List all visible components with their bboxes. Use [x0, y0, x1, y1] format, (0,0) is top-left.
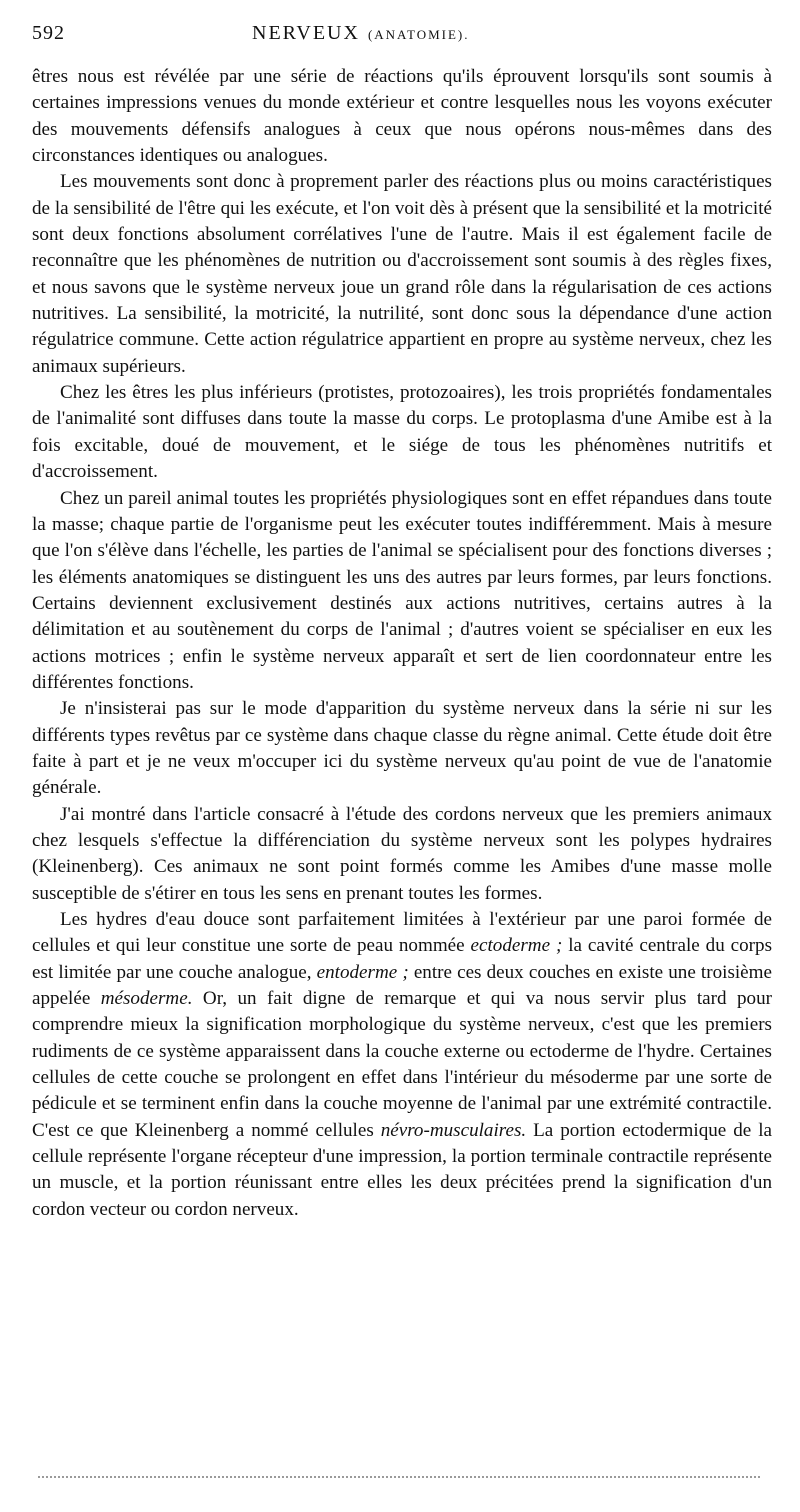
- paragraph: [32, 380, 772, 485]
- paragraph: [32, 907, 772, 1223]
- text-segment: entre ces deux couches en existe une troisième appelée: [32, 961, 772, 1010]
- book-page: [32, 22, 772, 1223]
- page-number: 592: [32, 22, 65, 44]
- paragraph: [32, 696, 772, 801]
- paragraph: [32, 802, 772, 907]
- text-segment: Chez les êtres les plus inférieurs (protistes, protozoaires), les trois propriétés fondamentales de l'animalité sont diffuses dans toute la masse du corps. Le protoplasma d'une Amibe est à la fois excitable, doué de mouvement, et le siége de tous les phénomènes nutritifs et d'accroissement.: [32, 382, 772, 483]
- body-text: [32, 64, 772, 1223]
- italic-term: ectoderme ;: [470, 935, 563, 957]
- paragraph: [32, 486, 772, 697]
- text-segment: êtres nous est révélée par une série de réactions qu'ils éprouvent lorsqu'ils sont soumis à certaines impressions venues du monde extérieur et contre lesquelles nous les voyons exécuter des mouvements défensifs analogues à ceux que nous opérons nous-mêmes dans des circonstances identiques ou analogues.: [32, 66, 772, 167]
- running-title: NERVEUX: [252, 22, 360, 44]
- page-header: [32, 22, 772, 52]
- text-segment: Les hydres d'eau douce sont parfaitement limitées à l'extérieur par une paroi formée de cellules et qui leur constitue une sorte de peau nommée: [32, 909, 772, 957]
- running-subtitle: (ANATOMIE).: [367, 27, 470, 42]
- text-segment: J'ai montré dans l'article consacré à l'étude des cordons nerveux que les premiers animaux chez lesquels s'effectue la différenciation du système nerveux sont les polypes hydraires (Kleinenberg). Ces animaux ne sont point formés comme les Amibes d'une masse molle susceptible de s'étirer en tous les sens en prenant toutes les formes.: [32, 803, 772, 904]
- italic-term: névro-musculaires.: [380, 1119, 527, 1141]
- paragraph: [32, 169, 772, 380]
- text-segment: Je n'insisterai pas sur le mode d'apparition du système nerveux dans la série ni sur les différents types revêtus par ce système dans chaque classe du règne animal. Cette étude doit être faite à part et je ne veux m'occuper ici du système nerveux qu'au point de vue de l'anatomie générale.: [32, 698, 772, 799]
- paragraph: [32, 64, 772, 169]
- text-segment: la cavité centrale du corps est limitée par une couche analogue,: [32, 935, 772, 983]
- italic-term: mésoderme.: [100, 988, 193, 1010]
- italic-term: entoderme ;: [316, 961, 409, 983]
- text-segment: La portion ectodermique de la cellule représente l'organe récepteur d'une impression, la portion terminale contractile représente un muscle, et la portion réunissant entre elles les deux précitées prend la signification d'un cordon vecteur ou cordon nerveux.: [32, 1119, 772, 1220]
- footer-dotted-rule: [38, 1476, 760, 1478]
- text-segment: Or, un fait digne de remarque et qui va nous servir plus tard pour comprendre mieux la signification morphologique du système nerveux, c'est que les premiers rudiments de ce système apparaissent dans la couche externe ou ectoderme de l'hydre. Certaines cellules de cette couche se prolongent en effet dans l'intérieur du mésoderme par une sorte de pédicule et se terminent enfin dans la couche moyenne de l'animal par une extrémité contractile. C'est ce que Kleinenberg a nommé cellules: [32, 988, 772, 1141]
- text-segment: Chez un pareil animal toutes les propriétés physiologiques sont en effet répandues dans toute la masse; chaque partie de l'organisme peut les exécuter toutes indifféremment. Mais à mesure que l'on s'élève dans l'échelle, les parties de l'animal se spécialisent pour des fonctions diverses ; les éléments anatomiques se distinguent les uns des autres par leurs formes, par leurs fonctions. Certains deviennent exclusivement destinés aux actions nutritives, certains autres à la délimitation et au soutènement du corps de l'animal ; d'autres voient se spécialiser en eux les actions motrices ; enfin le système nerveux apparaît et sert de lien coordonnateur entre les différentes fonctions.: [32, 487, 772, 693]
- text-segment: Les mouvements sont donc à proprement parler des réactions plus ou moins caractéristiques de la sensibilité de l'être qui les exécute, et l'on voit dès à présent que la sensibilité et la motricité sont deux fonctions absolument corrélatives l'une de l'autre. Mais il est également facile de reconnaître que les phénomènes de nutrition ou d'accroissement sont soumis à des règles fixes, et nous savons que le système nerveux joue un grand rôle dans la régularisation de ces actions nutritives. La sensibilité, la motricité, la nutrilité, sont donc sous la dépendance d'une action régulatrice commune. Cette action régulatrice appartient en propre au système nerveux, chez les animaux supérieurs.: [32, 171, 772, 377]
